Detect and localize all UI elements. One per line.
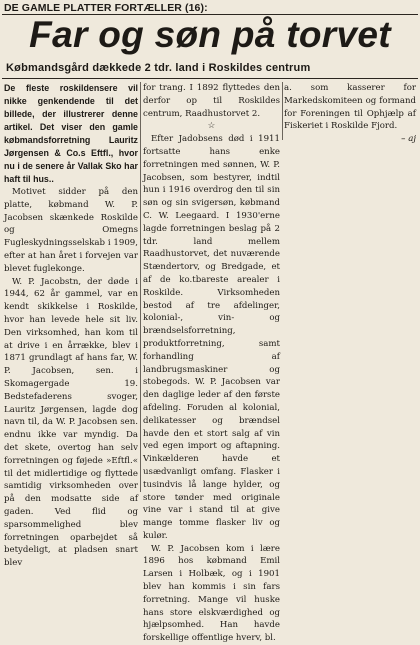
lead-text: De fleste roskildensere vil nikke genkendende til det billede, der illustrerer denne artikel. Det viser den gamle købmandsforretning Lauritz Jørgensen & Co.s Eftfl., hvor nu i de senere år Vallak Sko har haft til hus..: [4, 83, 138, 184]
lead-paragraph: [4, 82, 138, 186]
article-column-3: [284, 82, 416, 145]
series-kicker: DE GAMLE PLATTER FORTÆLLER (16):: [4, 2, 208, 14]
subhead-rule: [2, 78, 418, 79]
article-column-2: [143, 82, 280, 644]
paragraph: Motivet sidder på den platte, købmand W. P. Jacobsen skænkede Roskilde og Omegns Fugleskydningsselskab i 1909, efter at han året i forvejen var blevet fuglekonge.: [4, 187, 138, 274]
subheadline: Købmandsgård dækkede 2 tdr. land i Roskildes centrum: [6, 62, 311, 74]
column-divider: [140, 82, 141, 492]
paragraph: a. som kasserer for Markedskomiteen og formand for Foreningen til Ophjælp af Fiskeriet i Roskilde Fjord.: [284, 83, 416, 132]
column-divider: [282, 82, 283, 140]
article-column-1: [4, 82, 138, 569]
paragraph: for trang. I 1892 flyttedes den derfor op til Roskildes centrum, Raadhustorvet 2.: [143, 83, 280, 119]
author-signature: – aj: [401, 134, 416, 145]
section-star: ☆: [207, 121, 216, 132]
paragraph: W. P. Jacobstn, der døde i 1944, 62 år gammel, var en kendt skikkelse i Roskilde, hvor han levede hele sit liv. Den virksomhed, han kom til at drive i en årrække, blev i 1871 grundlagt af hans far, W. P. Jacobsen, sen. i Skomagergade 19. Bedstefaderens svoger, Lauritz Jørgensen, lagde dog navn til, da W. P. Jacobsen sen. endnu ikke var myndig. Da det skete, overtog han selv forretningen og føjede »Eftfl.« til det midlertidige og flyttede samtidig virksomheden over på den modsatte side af gaden. Ved flid og sparsommelighed blev forretningen oparbejdet så betydeligt, at pladsen snart blev: [4, 276, 138, 569]
paragraph: W. P. Jacobsen kom i lære 1896 hos købmand Emil Larsen i Holbæk, og i 1901 blev han kommis i sin fars forretning. Mange vil huske hans store elskværdighed og hjælpsomhed. Han havde forskellige offentlige hverv, bl.: [143, 543, 280, 644]
headline: Far og søn på torvet: [29, 14, 391, 55]
paragraph: Efter Jadobsens død i 1911 fortsatte hans enke forretningen med sønnen, W. P. Jacobsen, som bestyrer, indtil hun i 1916 overdrog den til sin søn og sin svigersøn, købmand C. W. Leegaard. I 1930'erne lagde forretningen beslag på 2 tdr. land mellem Raadhustorvet, det nuværende Stændertorv, og Bredgade, et af de ko.tbareste arealer i Roskilde. Virksomheden bestod af tre afdelinger, kolonial-, vin- og brændselsforretning, produktforretning, samt forhandling af landbrugsmaskiner og stobegods. W. P. Jacobsen var den daglige leder af den første afdeling. Foruden al kolonial, delikatesser og brændsel havde den et stort salg af vin ved egen import og aftapning. Vinkælderen havde et usædvanligt omfang. Flasker i tusindvis lå lange hylder, og store tønder med originale vine var i stand til at give mange tomme flasker liv og kulør.: [143, 134, 280, 541]
